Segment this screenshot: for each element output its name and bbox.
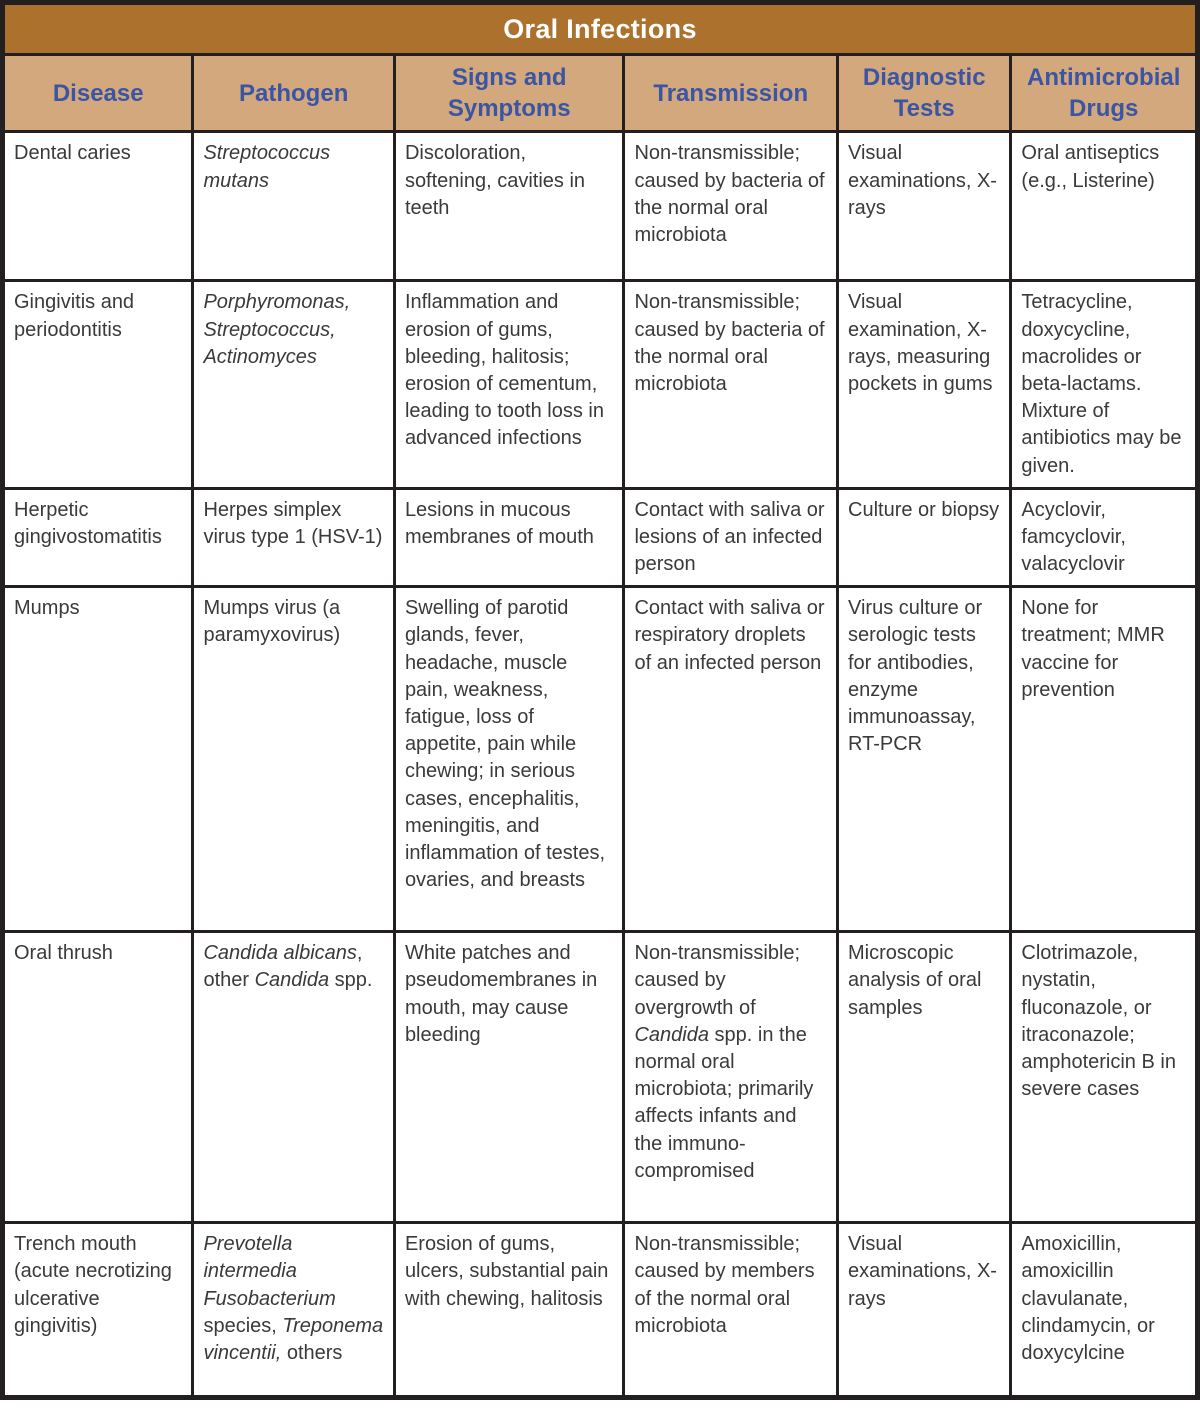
cell-antimicrobial-drugs: None for treatment; MMR vaccine for prevention bbox=[1011, 587, 1198, 932]
cell-transmission: Contact with saliva or respiratory droplets of an infected person bbox=[624, 587, 838, 932]
cell-signs-symptoms: Discoloration, softening, cavities in teeth bbox=[394, 132, 624, 281]
cell-transmission: Non-transmissible; caused by overgrowth of Candida spp. in the normal oral microbiota; primarily affects infants and the immuno-compromised bbox=[624, 932, 838, 1223]
cell-pathogen: Porphyromonas, Streptococcus, Actinomyces bbox=[193, 281, 394, 488]
cell-diagnostic-tests: Visual examinations, X-rays bbox=[838, 132, 1011, 281]
column-header-pathogen: Pathogen bbox=[193, 55, 394, 132]
cell-disease: Gingivitis and periodontitis bbox=[3, 281, 193, 488]
cell-antimicrobial-drugs: Clotrimazole, nystatin, fluconazole, or itraconazole; amphotericin B in severe cases bbox=[1011, 932, 1198, 1223]
cell-signs-symptoms: White patches and pseudomembranes in mouth, may cause bleeding bbox=[394, 932, 624, 1223]
cell-pathogen: Mumps virus (a paramyxovirus) bbox=[193, 587, 394, 932]
cell-pathogen: Prevotella intermedia Fusobacterium species, Treponema vincentii, others bbox=[193, 1223, 394, 1398]
cell-diagnostic-tests: Visual examinations, X-rays bbox=[838, 1223, 1011, 1398]
cell-diagnostic-tests: Visual examination, X-rays, measuring pockets in gums bbox=[838, 281, 1011, 488]
column-header-transmission: Transmission bbox=[624, 55, 838, 132]
cell-diagnostic-tests: Virus culture or serologic tests for antibodies, enzyme immunoassay, RT-PCR bbox=[838, 587, 1011, 932]
cell-antimicrobial-drugs: Amoxicillin, amoxicillin clavulanate, clindamycin, or doxycylcine bbox=[1011, 1223, 1198, 1398]
table-header-row bbox=[3, 55, 1198, 132]
cell-disease: Mumps bbox=[3, 587, 193, 932]
cell-signs-symptoms: Inflammation and erosion of gums, bleeding, halitosis; erosion of cementum, leading to tooth loss in advanced infections bbox=[394, 281, 624, 488]
cell-transmission: Non-transmissible; caused by members of the normal oral microbiota bbox=[624, 1223, 838, 1398]
column-header-disease: Disease bbox=[3, 55, 193, 132]
cell-disease: Oral thrush bbox=[3, 932, 193, 1223]
cell-transmission: Contact with saliva or lesions of an infected person bbox=[624, 488, 838, 587]
cell-transmission: Non-transmissible; caused by bacteria of the normal oral microbiota bbox=[624, 132, 838, 281]
cell-antimicrobial-drugs: Acyclovir, famcyclovir, valacyclovir bbox=[1011, 488, 1198, 587]
table-title-row bbox=[3, 3, 1198, 55]
table-title: Oral Infections bbox=[3, 3, 1198, 55]
cell-antimicrobial-drugs: Tetracycline, doxycycline, macrolides or beta-lactams. Mixture of antibiotics may be given. bbox=[1011, 281, 1198, 488]
cell-pathogen: Herpes simplex virus type 1 (HSV-1) bbox=[193, 488, 394, 587]
cell-disease: Herpetic gingivostomatitis bbox=[3, 488, 193, 587]
cell-signs-symptoms: Swelling of parotid glands, fever, headache, muscle pain, weakness, fatigue, loss of appetite, pain while chewing; in serious cases, encephalitis, meningitis, and inflammation of testes, ovaries, and breasts bbox=[394, 587, 624, 932]
column-header-antimicrobial-drugs: Antimicrobial Drugs bbox=[1011, 55, 1198, 132]
cell-diagnostic-tests: Microscopic analysis of oral samples bbox=[838, 932, 1011, 1223]
cell-transmission: Non-transmissible; caused by bacteria of the normal oral microbiota bbox=[624, 281, 838, 488]
table-row-dental-caries bbox=[3, 132, 1198, 281]
table-row-trench-mouth bbox=[3, 1223, 1198, 1398]
cell-disease: Dental caries bbox=[3, 132, 193, 281]
cell-signs-symptoms: Lesions in mucous membranes of mouth bbox=[394, 488, 624, 587]
cell-signs-symptoms: Erosion of gums, ulcers, substantial pain with chewing, halitosis bbox=[394, 1223, 624, 1398]
column-header-signs-symptoms: Signs and Symptoms bbox=[394, 55, 624, 132]
cell-antimicrobial-drugs: Oral antiseptics (e.g., Listerine) bbox=[1011, 132, 1198, 281]
table-row-gingivitis-periodontitis bbox=[3, 281, 1198, 488]
cell-pathogen: Streptococcus mutans bbox=[193, 132, 394, 281]
table-row-herpetic-gingivostomatitis bbox=[3, 488, 1198, 587]
column-header-diagnostic-tests: Diagnostic Tests bbox=[838, 55, 1011, 132]
cell-disease: Trench mouth (acute necrotizing ulcerative gingivitis) bbox=[3, 1223, 193, 1398]
cell-diagnostic-tests: Culture or biopsy bbox=[838, 488, 1011, 587]
cell-pathogen: Candida albicans, other Candida spp. bbox=[193, 932, 394, 1223]
table-row-mumps bbox=[3, 587, 1198, 932]
table-row-oral-thrush bbox=[3, 932, 1198, 1223]
